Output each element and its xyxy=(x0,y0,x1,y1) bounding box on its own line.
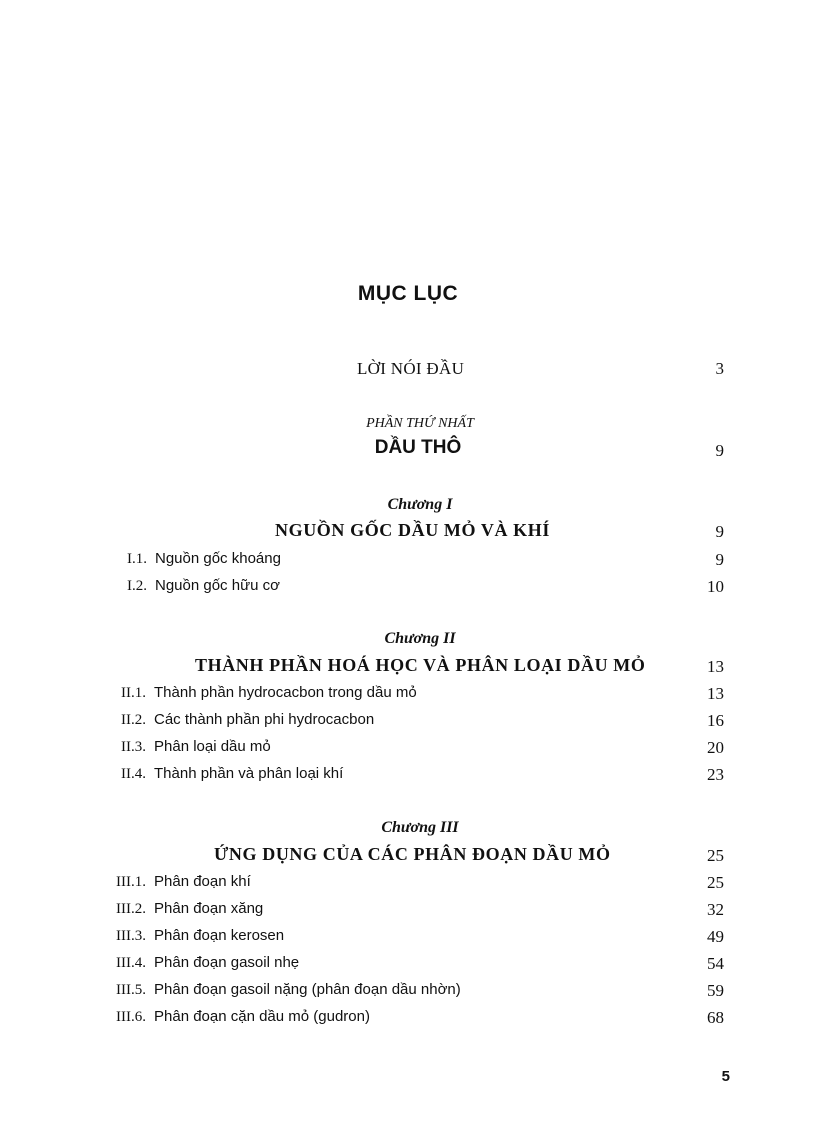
entry-code: III.1. xyxy=(116,874,146,890)
entry-page: 32 xyxy=(707,900,724,919)
toc-entry xyxy=(116,927,284,945)
chapter-page: 25 xyxy=(707,846,724,865)
entry-text: Phân đoạn kerosen xyxy=(154,927,285,944)
entry-text: Thành phần và phân loại khí xyxy=(154,765,344,782)
toc-preface-page: 3 xyxy=(715,359,724,378)
toc-entry xyxy=(116,900,263,918)
entry-text: Phân đoạn gasoil nặng (phân đoạn dầu nhờn) xyxy=(154,981,461,998)
chapter-title: ỨNG DỤNG CỦA CÁC PHÂN ĐOẠN DẦU MỎ xyxy=(214,844,611,864)
entry-text: Phân đoạn xăng xyxy=(154,900,264,917)
entry-code: III.4. xyxy=(116,955,146,971)
toc-entry xyxy=(127,550,281,568)
entry-page: 59 xyxy=(707,981,724,1000)
entry-code: I.1. xyxy=(127,551,147,567)
entry-page: 9 xyxy=(715,550,724,569)
toc-entry xyxy=(121,738,271,756)
toc-entry xyxy=(121,765,343,783)
page-number: 5 xyxy=(721,1068,730,1085)
toc-entry xyxy=(116,954,299,972)
entry-page: 13 xyxy=(707,684,724,703)
entry-text: Các thành phần phi hydrocacbon xyxy=(154,711,375,728)
entry-page: 54 xyxy=(707,954,724,973)
entry-text: Phân đoạn gasoil nhẹ xyxy=(154,954,300,971)
toc-entry xyxy=(121,684,417,702)
part-label: PHẦN THỨ NHẤT xyxy=(366,416,474,431)
entry-code: III.2. xyxy=(116,901,146,917)
entry-page: 10 xyxy=(707,577,724,596)
part-page: 9 xyxy=(715,441,724,460)
entry-page: 49 xyxy=(707,927,724,946)
toc-preface-label: LỜI NÓI ĐẦU xyxy=(357,359,465,378)
entry-text: Nguồn gốc hữu cơ xyxy=(155,577,280,594)
page-title: MỤC LỤC xyxy=(357,282,459,305)
toc-entry xyxy=(121,711,374,729)
entry-code: II.4. xyxy=(121,766,146,782)
entry-code: II.1. xyxy=(121,685,146,701)
entry-code: I.2. xyxy=(127,578,147,594)
entry-code: II.3. xyxy=(121,739,146,755)
chapter-label: Chương II xyxy=(384,630,456,647)
entry-page: 25 xyxy=(707,873,724,892)
entry-page: 16 xyxy=(707,711,724,730)
entry-page: 20 xyxy=(707,738,724,757)
toc-entry xyxy=(127,577,280,595)
entry-text: Phân đoạn khí xyxy=(154,873,251,890)
entry-code: III.6. xyxy=(116,1009,146,1025)
toc-entry xyxy=(116,873,251,891)
part-title: DẦU THÔ xyxy=(374,437,462,458)
entry-page: 68 xyxy=(707,1008,724,1027)
chapter-label: Chương III xyxy=(381,819,459,836)
chapter-title: THÀNH PHẦN HOÁ HỌC VÀ PHÂN LOẠI DẦU MỎ xyxy=(195,655,646,675)
toc-entry xyxy=(116,981,461,999)
entry-code: III.5. xyxy=(116,982,146,998)
entry-code: II.2. xyxy=(121,712,146,728)
chapter-title: NGUỒN GỐC DẦU MỎ VÀ KHÍ xyxy=(275,520,550,540)
chapter-page: 13 xyxy=(707,657,724,676)
toc-entry xyxy=(116,1008,370,1026)
entry-text: Phân đoạn cặn dầu mỏ (gudron) xyxy=(154,1008,370,1025)
chapter-page: 9 xyxy=(715,522,724,541)
entry-code: III.3. xyxy=(116,928,146,944)
entry-text: Phân loại dầu mỏ xyxy=(154,738,271,755)
entry-text: Thành phần hydrocacbon trong dầu mỏ xyxy=(154,684,417,701)
chapter-label: Chương I xyxy=(387,496,453,513)
entry-text: Nguồn gốc khoáng xyxy=(155,550,281,567)
entry-page: 23 xyxy=(707,765,724,784)
